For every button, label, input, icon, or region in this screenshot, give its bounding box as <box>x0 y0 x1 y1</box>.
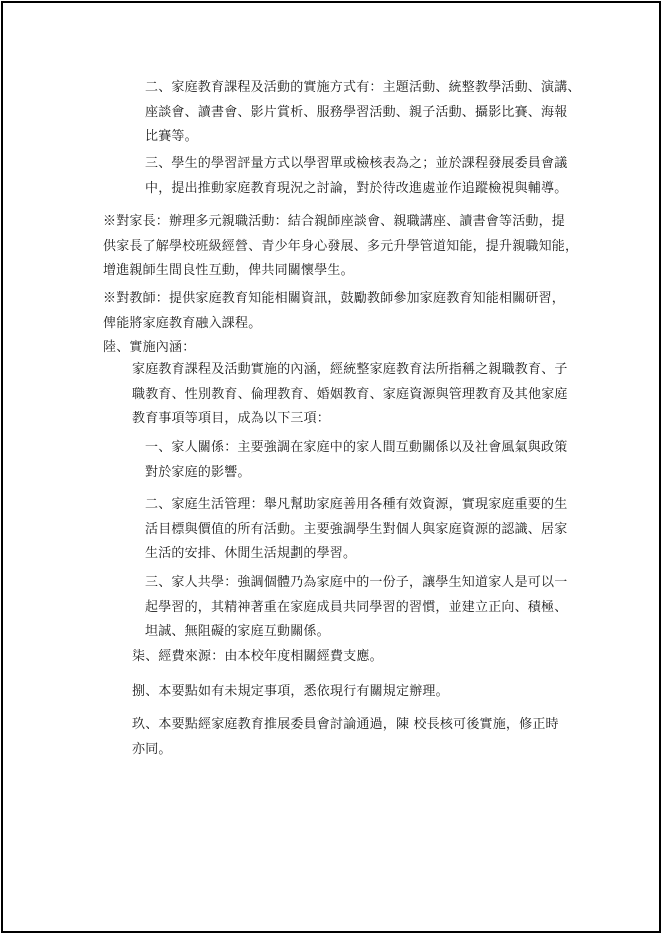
text-line: 三、家人共學：強調個體乃為家庭中的一份子，讓學生知道家人是可以一 <box>145 575 568 590</box>
text-line: 俾能將家庭教育融入課程。 <box>103 315 262 331</box>
text-line: 增進親師生間良性互動，俾共同關懷學生。 <box>103 263 354 278</box>
text-line: 中，提出推動家庭教育現況之討論，對於待改進處並作追蹤檢視與輔導。 <box>145 180 568 196</box>
text-line: 捌、本要點如有未規定事項，悉依現行有關規定辦理。 <box>132 684 449 699</box>
text-line: 供家長了解學校班級經營、青少年身心發展、多元升學管道知能，提升親職知能， <box>103 238 579 254</box>
text-line: 二、家庭教育課程及活動的實施方式有：主題活動、統整教學活動、演講、 <box>145 80 581 95</box>
text-line: 二、家庭生活管理：舉凡幫助家庭善用各種有效資源，實現家庭重要的生 <box>145 497 568 512</box>
text-line: 職教育、性別教育、倫理教育、婚姻教育、家庭資源與管理教育及其他家庭 <box>132 386 568 402</box>
paragraph-assessment <box>145 152 585 201</box>
text-line: 柒、經費來源：由本校年度相關經費支應。 <box>132 649 383 664</box>
text-line: ※對教師：提供家庭教育知能相關資訊，鼓勵教師參加家庭教育知能相關研習， <box>103 291 566 306</box>
text-line: 座談會、讀書會、影片賞析、服務學習活動、親子活動、攝影比賽、海報 <box>145 104 568 120</box>
text-line: 活目標與價值的所有活動。主要強調學生對個人與家庭資源的認識、居家 <box>145 521 568 537</box>
paragraph-approval <box>132 713 585 762</box>
text-line: 教育事項等項目，成為以下三項： <box>132 411 331 426</box>
paragraph-unspecified-matters <box>132 680 585 705</box>
text-line: 比賽等。 <box>145 129 198 144</box>
text-line: 家庭教育課程及活動實施的內涵，經統整家庭教育法所指稱之親職教育、子 <box>132 362 568 377</box>
paragraph-family-co-learning <box>145 571 585 645</box>
text-line: 三、學生的學習評量方式以學習單或檢核表為之；並於課程發展委員會議 <box>145 156 568 171</box>
paragraph-implementation-content <box>132 358 585 432</box>
section-heading: 陸、實施內涵： <box>103 340 196 355</box>
text-line: 玖、本要點經家庭教育推展委員會討論通過，陳 校長核可後實施，修正時 <box>132 717 559 732</box>
text-line: ※對家長：辦理多元親職活動：結合親師座談會、親職講座、讀書會等活動，提 <box>103 214 566 229</box>
text-line: 一、家人關係：主要強調在家庭中的家人間互動關係以及社會風氣與政策 <box>145 440 568 455</box>
text-line: 生活的安排、休閒生活規劃的學習。 <box>145 546 357 561</box>
paragraph-course-methods <box>145 76 585 150</box>
paragraph-for-parents <box>103 210 585 284</box>
paragraph-funding-source <box>132 645 585 670</box>
text-line: 起學習的，其精神著重在家庭成員共同學習的習慣，並建立正向、積極、 <box>145 599 568 615</box>
text-line: 坦誠、無阻礙的家庭互動關係。 <box>145 624 330 639</box>
paragraph-for-teachers <box>103 287 585 361</box>
text-line: 亦同。 <box>132 741 172 757</box>
text-line: 對於家庭的影響。 <box>145 464 251 480</box>
paragraph-family-relations <box>145 436 585 485</box>
paragraph-family-life-management <box>145 493 585 567</box>
